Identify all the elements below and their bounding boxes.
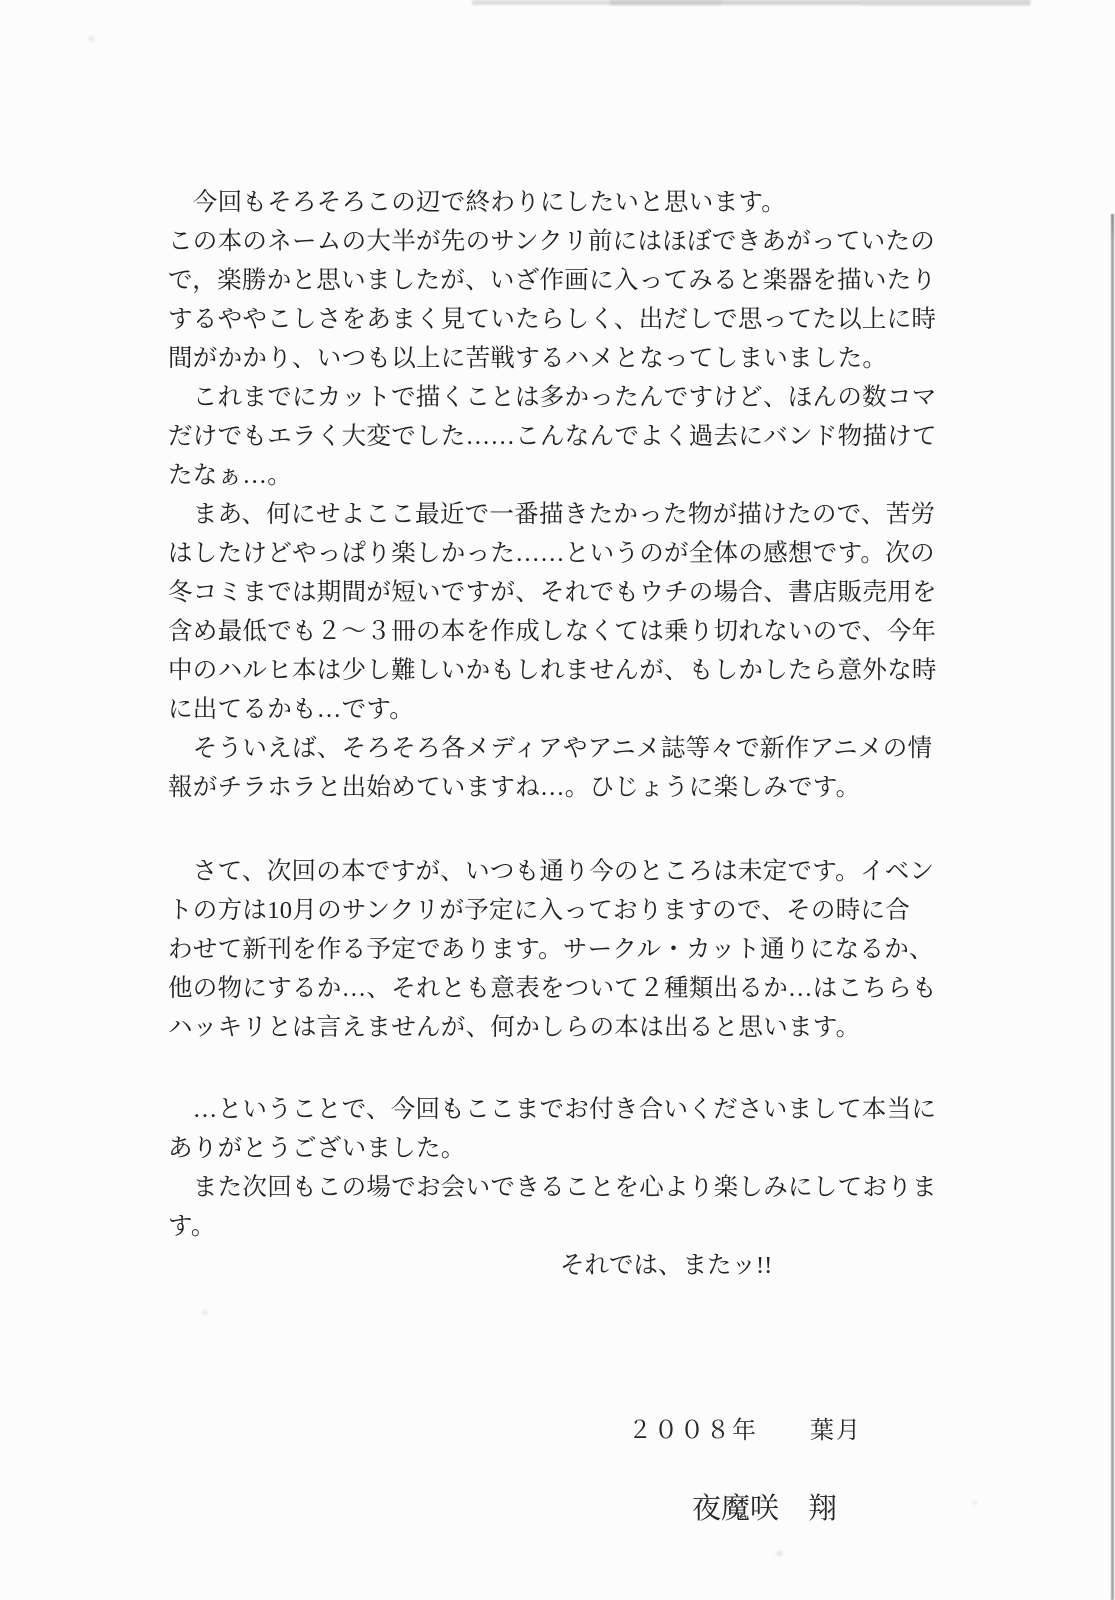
scan-edge-line	[1111, 214, 1114, 1600]
text-line: 含め最低でも２～３冊の本を作成しなくては乗り切れないので、今年	[168, 618, 937, 645]
text-line: 報がチラホラと出始めていますね…。ひじょうに楽しみです。	[168, 774, 861, 801]
text-line: はしたけどやっぱり楽しかった……というのが全体の感想です。次の	[168, 540, 935, 567]
closing-line: それでは、またッ!!	[560, 1252, 773, 1279]
text-line: そういえば、そろそろ各メディアやアニメ誌等々で新作アニメの情	[168, 735, 933, 762]
paper-speck	[972, 1500, 978, 1505]
text-line: …ということで、今回もここまでお付き合いくださいまして本当に	[168, 1096, 937, 1123]
text-line: だけでもエラく大変でした……こんなんでよく過去にバンド物描けて	[168, 423, 937, 450]
text-line: するややこしさをあまく見ていたらしく、出だしで思ってた以上に時	[168, 306, 937, 333]
text-line: 間がかかり、いつも以上に苦戦するハメとなってしまいました。	[168, 345, 888, 372]
text-line: ありがとうございました。	[168, 1135, 466, 1162]
paper-speck	[88, 36, 95, 42]
text-line: 他の物にするか…、それとも意表をついて２種類出るか…はこちらも	[168, 975, 937, 1002]
text-line: また次回もこの場でお会いできることを心より楽しみにしておりま	[168, 1174, 937, 1201]
text-line: わせて新刊を作る予定であります。サークル・カット通りになるか、	[168, 936, 934, 963]
author-signature: 夜魔咲 翔	[692, 1493, 838, 1525]
text-line: さて、次回の本ですが、いつも通り今のところは未定です。イベン	[168, 858, 935, 885]
text-line: この本のネームの大半が先のサンクリ前にはほぼできあがっていたの	[168, 228, 936, 255]
text-line: まあ、何にせよここ最近で一番描きたかった物が描けたので、苦労	[168, 501, 936, 528]
paper-speck	[202, 1310, 208, 1315]
text-line: す。	[168, 1213, 216, 1240]
text-line: たなぁ…。	[168, 462, 292, 489]
afterword-paragraph-block-1	[168, 183, 968, 807]
text-line: ハッキリとは言えませんが、何かしらの本は出ると思います。	[168, 1014, 861, 1041]
text-line: で，楽勝かと思いましたが、いざ作画に入ってみると楽器を描いたり	[168, 267, 937, 294]
text-line: 中のハルヒ本は少し難しいかもしれませんが、もしかしたら意外な時	[168, 657, 937, 684]
text-line: トの方は10月のサンクリが予定に入っておりますので、その時に合	[168, 897, 911, 924]
afterword-paragraph-block-2	[168, 852, 968, 1047]
text-line: これまでにカットで描くことは多かったんですけど、ほんの数コマ	[168, 384, 937, 411]
afterword-paragraph-block-3	[168, 1090, 968, 1246]
text-line: 今回もそろそろこの辺で終わりにしたいと思います。	[168, 189, 787, 216]
text-line: に出てるかも…です。	[168, 696, 415, 723]
signature-date-line: ２００８年 葉月	[628, 1418, 862, 1444]
text-line: 冬コミまでは期間が短いですが、それでもウチの場合、書店販売用を	[168, 579, 937, 606]
paper-speck	[776, 1551, 783, 1556]
scan-smudge	[860, 0, 1030, 5]
